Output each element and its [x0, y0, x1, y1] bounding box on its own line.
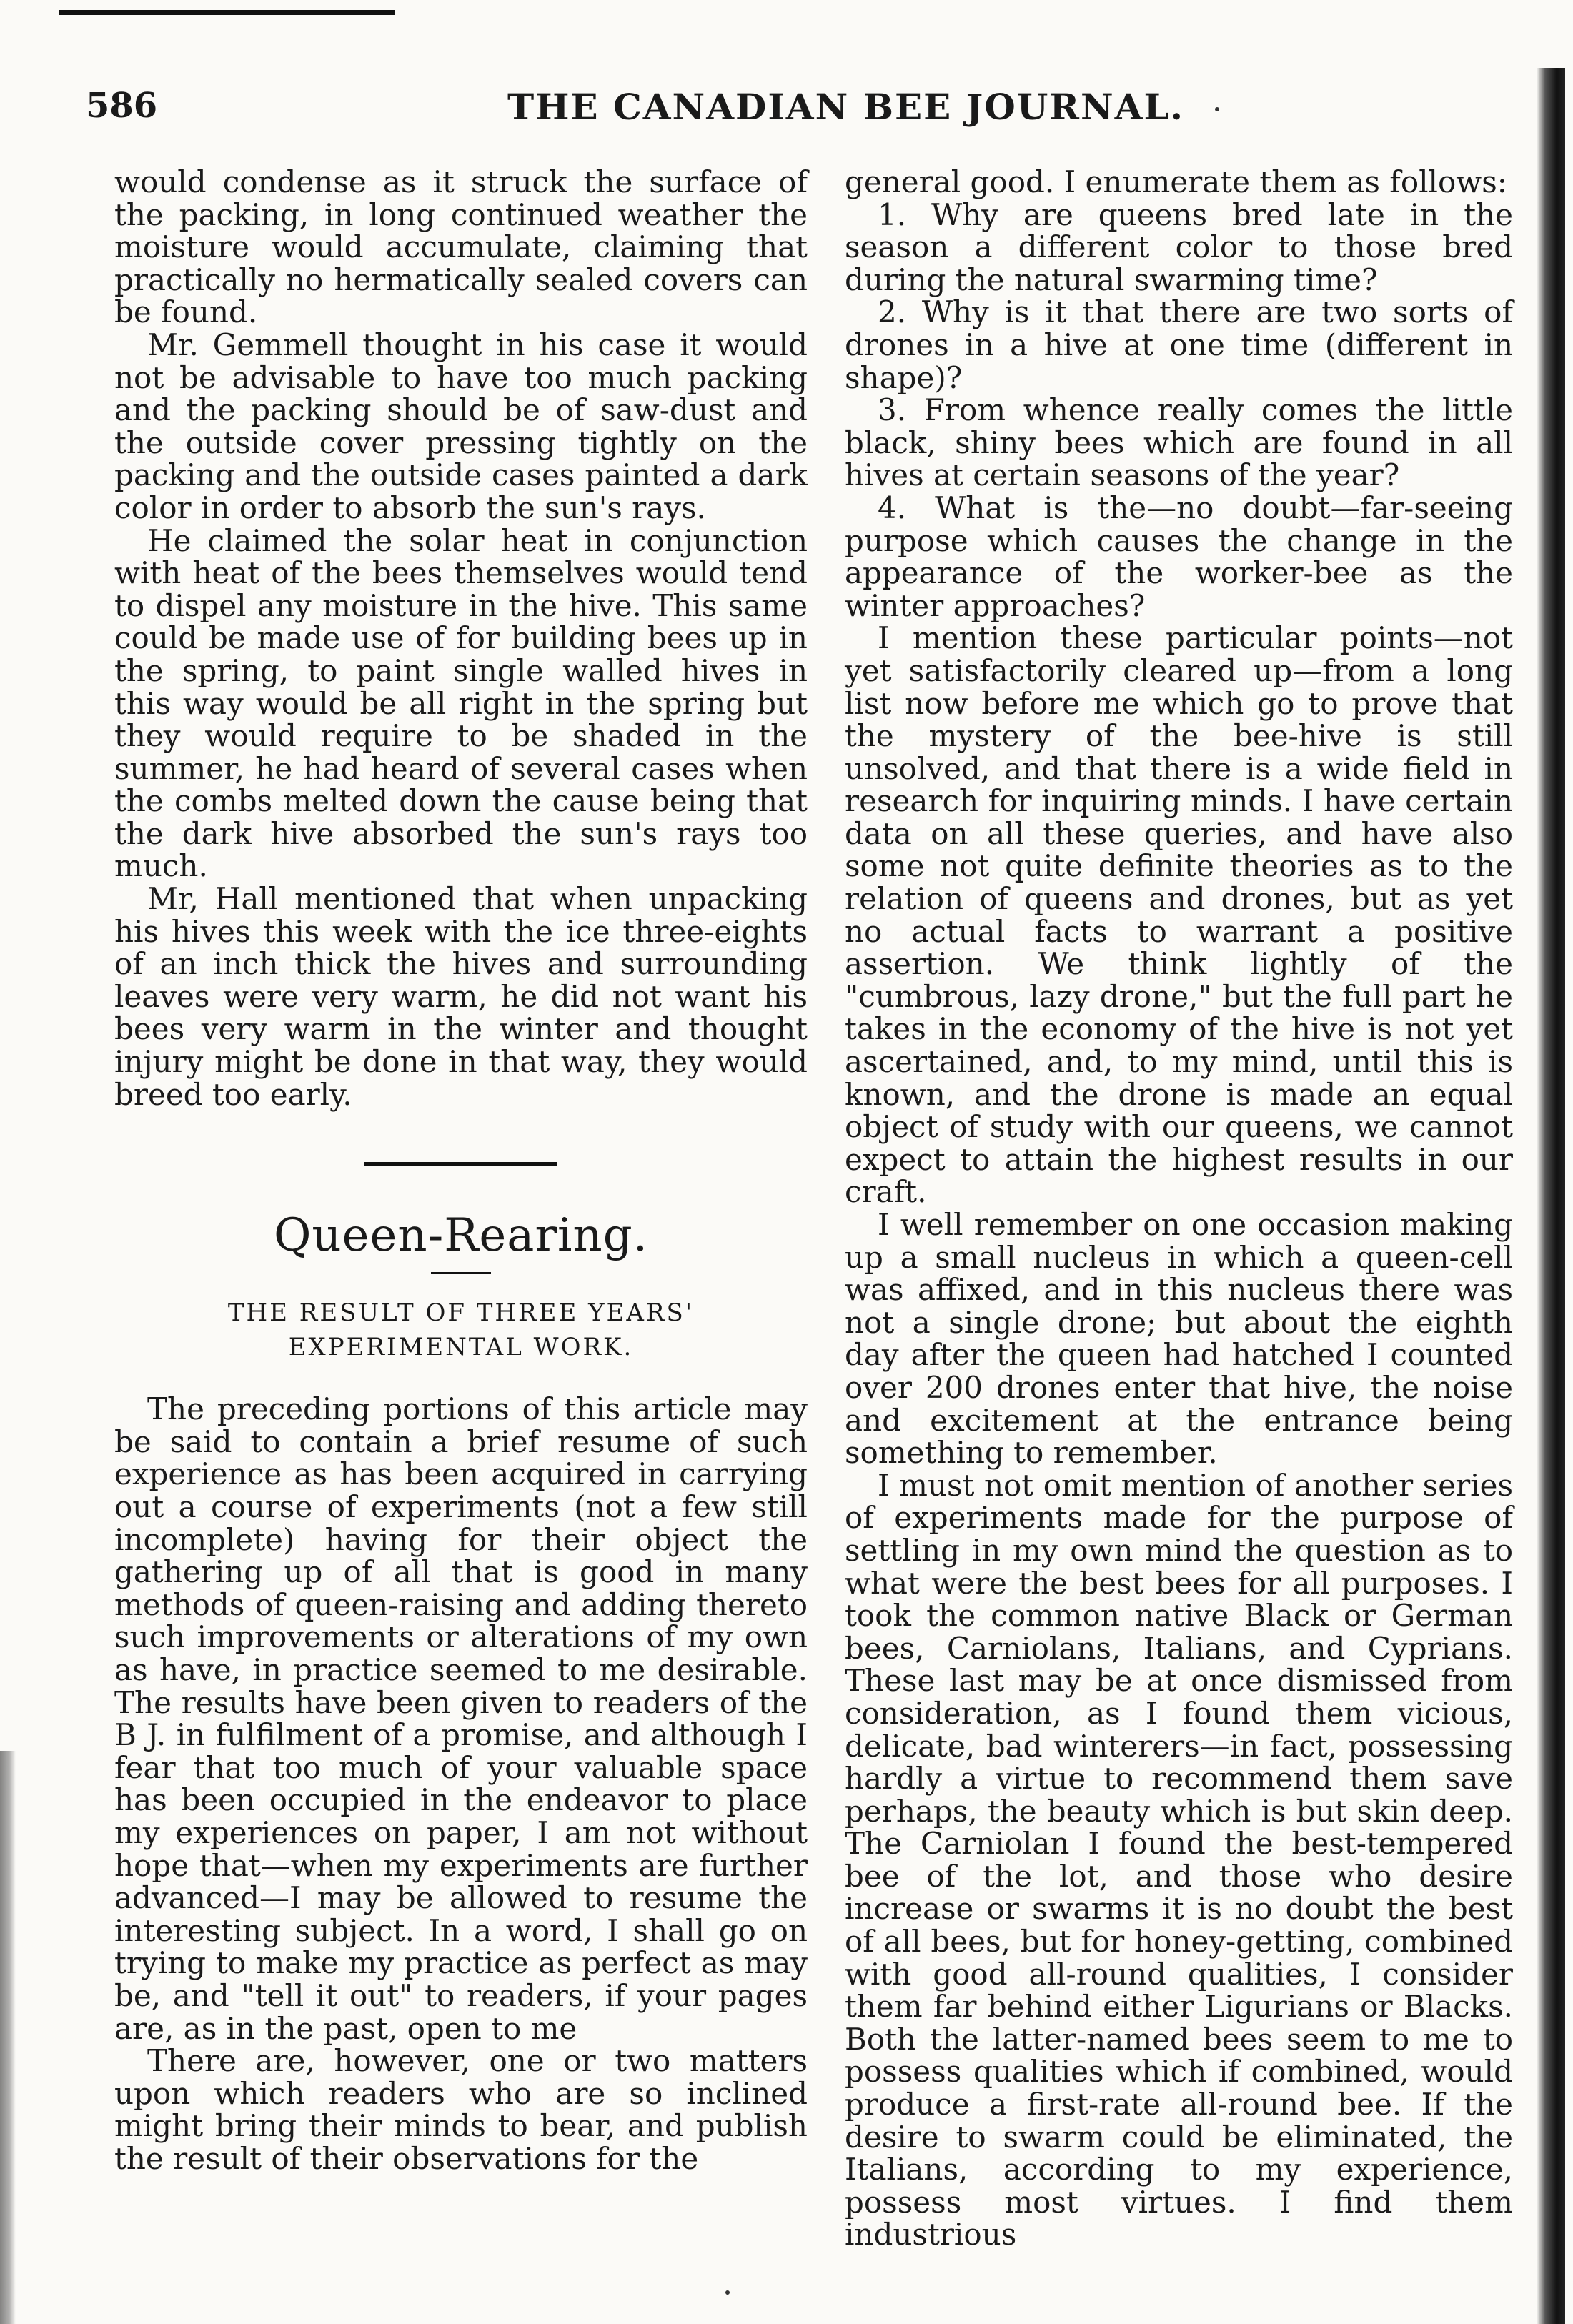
paragraph: 2. Why is it that there are two sorts of drones in a hive at one time (different in shape)? [845, 294, 1513, 395]
heading-rule [431, 1272, 491, 1274]
scan-edge-shadow-left [0, 1751, 16, 2324]
paragraph: 1. Why are queens bred late in the season a different color to those bred during the natural swarming time? [845, 197, 1513, 297]
section-separator [364, 1162, 557, 1166]
scan-edge-shadow [1537, 68, 1565, 2324]
right-column [845, 166, 1513, 2251]
paragraph: I must not omit mention of another series of experiments made for the purpose of settling in my own mind the question as to what were the best bees for all purposes. I took the common native Black or German bees, Carniolans, Italians, and Cyprians. These last may be at once dismissed from consideration, as I found them vicious, delicate, bad winterers—in fact, possessing hardly a virtue to recommend them save perhaps, the beauty which is but skin deep. The Carniolan I found the best-tempered bee of the lot, and those who desire increase or swarms it is no doubt the best of all bees, but for honey-getting, combined with good all-round qualities, I consider them far behind either Ligurians or Blacks. Both the latter-named bees seem to me to possess qualities which if combined, would produce a first-rate all-round bee. If the desire to swarm could be eliminated, the Italians, according to my experience, possess most virtues. I find them industrious [845, 1467, 1513, 2253]
top-rule [59, 10, 395, 15]
paragraph: The preceding portions of this article may be said to contain a brief resume of such experience as has been acquired in carrying out a course of experiments (not a few still incomplete) having for their object the gathering up of all that is good in many methods of queen-raising and adding thereto such improvements or alterations of my own as have, in practice seemed to me desirable. The results have been given to readers of the B J. in fulfilment of a promise, and although I fear that too much of your valuable space has been occupied in the endeavor to place my experiences on paper, I am not without hope that—when my experiments are further advanced—I may be allowed to resume the interesting subject. In a word, I shall go on trying to make my practice as perfect as may be, and "tell it out" to readers, if your pages are, as in the past, open to me [114, 1391, 808, 2046]
scan-speck [725, 2290, 730, 2295]
paragraph: general good. I enumerate them as follows: [845, 164, 1507, 199]
paragraph: 3. From whence really comes the little black, shiny bees which are found in all hives at certain seasons of the year? [845, 392, 1513, 493]
scan-speck [1215, 107, 1219, 111]
article-subheading: THE RESULT OF THREE YEARS' EXPERIMENTAL WORK. [227, 1298, 695, 1362]
paragraph: Mr, Hall mentioned that when unpacking his hives this week with the ice three-eights of an inch thick the hives and surrounding leaves were very warm, he did not want his bees very warm in the winter and thought injury might be done in that way, they would breed too early. [114, 881, 808, 1112]
paragraph: I mention these particular points—not yet satisfactorily cleared up—from a long list now before me which go to prove that the mystery of the bee-hive is still unsolved, and that there is a wide field in research for inquiring minds. I have certain data on all these queries, and have also some not quite definite theories as to the relation of queens and drones, but as yet no actual facts to warrant a positive assertion. We think lightly of the "cumbrous, lazy drone," but the full part he takes in the economy of the hive is not yet ascertained, and, to my mind, until this is known, and the drone is made an equal object of study with our queens, we cannot expect to attain the highest results in our craft. [845, 620, 1513, 1210]
paragraph: I well remember on one occasion making up a small nucleus in which a queen-cell was affixed, and in this nucleus there was not a single drone; but about the eighth day after the queen had hatched I counted over 200 drones enter that hive, the noise and excitement at the entrance being something to remember. [845, 1207, 1513, 1471]
page-header [86, 86, 1185, 143]
article-heading: Queen-Rearing. [273, 1209, 649, 1263]
page-number: 586 [86, 86, 158, 126]
paragraph: 4. What is the—no doubt—far-seeing purpose which causes the change in the appearance of the worker-bee as the winter approaches? [845, 490, 1513, 623]
paragraph: Mr. Gemmell thought in his case it would not be advisable to have too much packing and the packing should be of saw-dust and the outside cover pressing tightly on the packing and the outside cases painted a dark color in order to absorb the sun's rays. [114, 327, 808, 525]
paragraph: There are, however, one or two matters upon which readers who are so inclined might bring their minds to bear, and publish the result of their observations for the [114, 2043, 808, 2176]
left-column [114, 166, 808, 2175]
paragraph: He claimed the solar heat in conjunction with heat of the bees themselves would tend to dispel any moisture in the hive. This same could be made use of for building bees up in the spring, to paint single walled hives in this way would be all right in the spring but they would require to be shaded in the summer, he had heard of several cases when the combs melted down the cause being that the dark hive absorbed the sun's rays too much. [114, 522, 808, 884]
running-title: THE CANADIAN BEE JOURNAL. [507, 86, 1185, 128]
paragraph: would condense as it struck the surface of the packing, in long continued weather the moisture would accumulate, claiming that practically no hermatically sealed covers can be found. [114, 164, 808, 330]
